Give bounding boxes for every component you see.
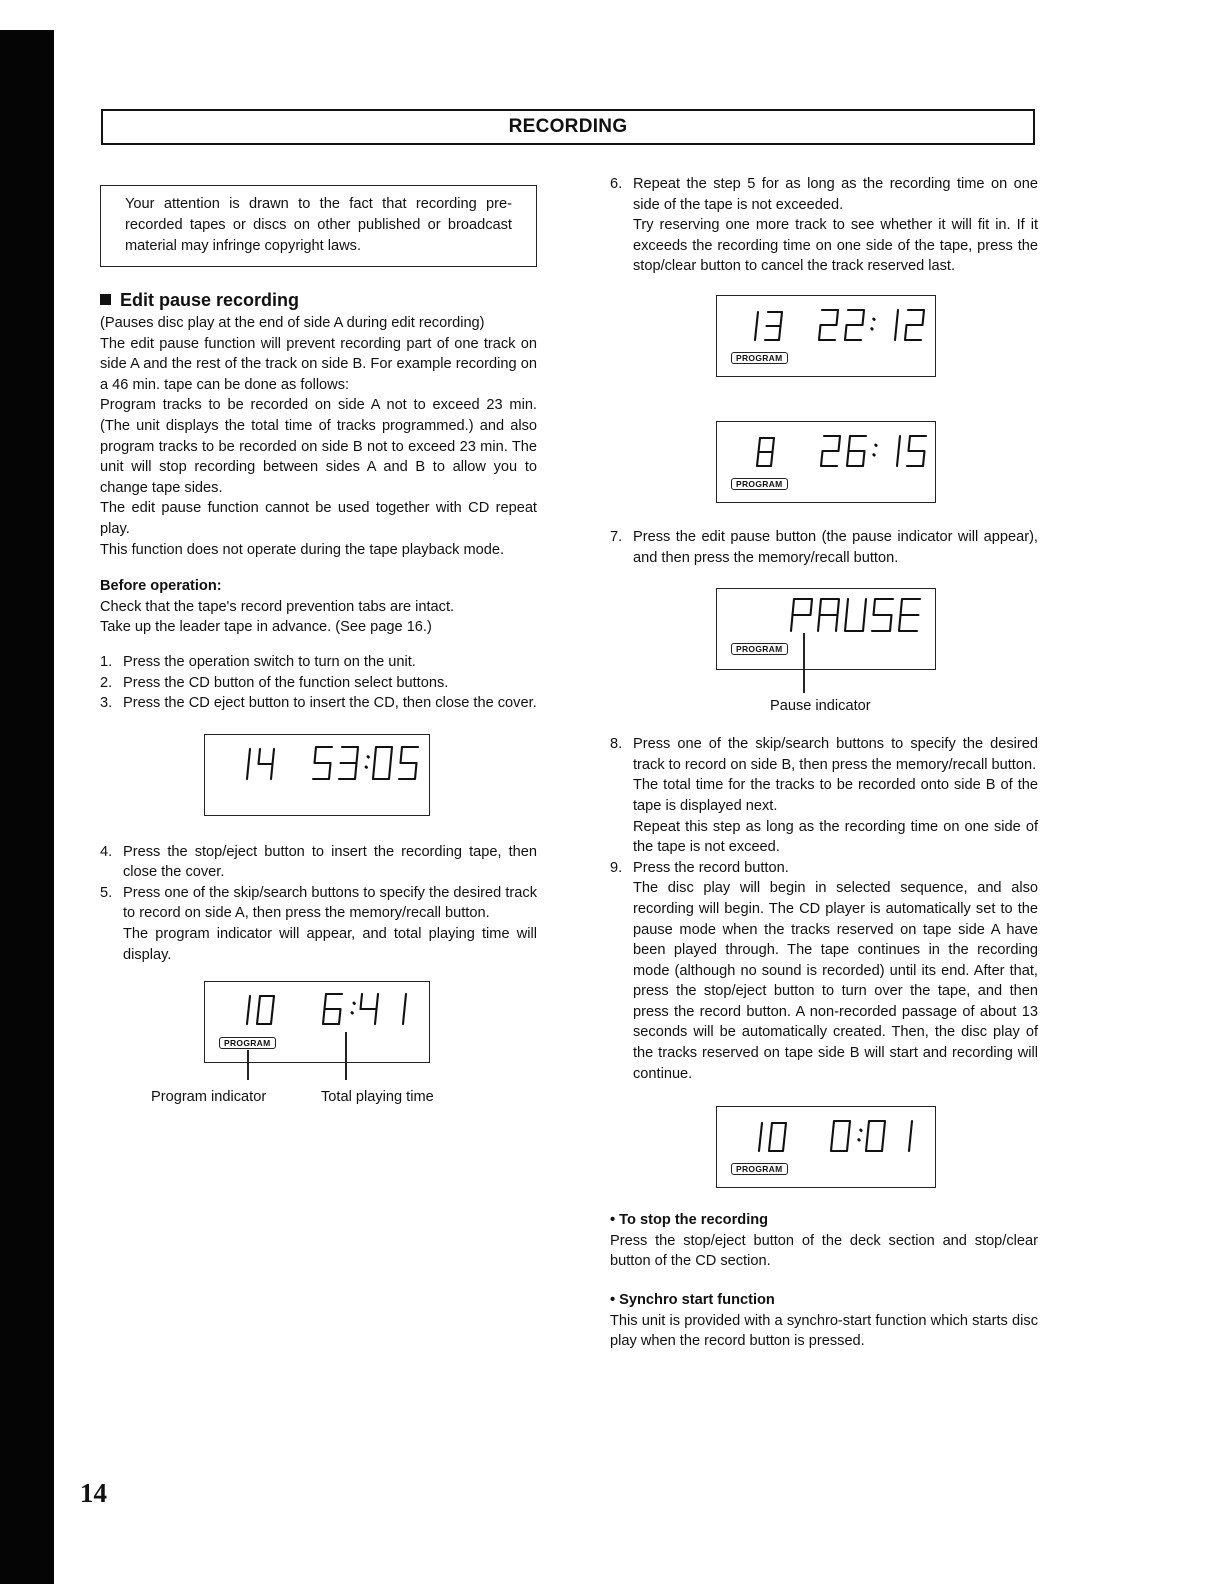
lcd-character bbox=[403, 994, 406, 1024]
step-item: 5. Press one of the skip/search buttons to specify the desired track to record on side A, then press the memory/recall button. The program indicator will appear, and total playing time will display. bbox=[100, 884, 537, 963]
steps-list bbox=[610, 174, 1038, 277]
step-item: 4. Press the stop/eject button to insert the recording tape, then close the cover. bbox=[100, 843, 537, 881]
before-operation-line: Check that the tape's record prevention tabs are intact. bbox=[100, 598, 455, 615]
lcd-character bbox=[819, 310, 838, 340]
program-indicator-badge: PROGRAM bbox=[731, 478, 788, 490]
before-operation-heading: Before operation: bbox=[100, 578, 222, 595]
edit-pause-paragraph: Program tracks to be recorded on side A not to exceed 23 min. (The unit displays the total time of tracks programmed.) and also program tracks to be recorded on side B not to exceed 23 min. The unit will stop recording between sides A and B to allow you to change tape sides. bbox=[100, 397, 537, 496]
left-column bbox=[100, 185, 537, 1111]
lcd-digits bbox=[717, 1107, 937, 1189]
lcd-colon bbox=[352, 1003, 354, 1013]
page-binding-edge bbox=[0, 30, 54, 1584]
pause-display-figure bbox=[610, 588, 1038, 718]
edit-pause-heading: Edit pause recording bbox=[100, 289, 537, 311]
lcd-character bbox=[339, 747, 358, 779]
lcd-colon bbox=[859, 1130, 861, 1140]
lcd-character bbox=[872, 599, 893, 631]
leader-line bbox=[345, 1032, 347, 1080]
steps-list bbox=[100, 842, 537, 966]
lcd-character bbox=[821, 436, 840, 466]
step-item: 2. Press the CD button of the function select buttons. bbox=[100, 674, 449, 691]
lcd-character bbox=[847, 436, 866, 466]
lcd-display-pause bbox=[716, 588, 936, 670]
program-indicator-badge: PROGRAM bbox=[219, 1037, 276, 1049]
lcd-colon bbox=[874, 445, 876, 455]
lcd-character bbox=[769, 1123, 786, 1151]
pause-indicator-caption: Pause indicator bbox=[770, 698, 871, 715]
lcd-character bbox=[759, 1123, 762, 1151]
lcd-colon bbox=[366, 756, 368, 767]
lcd-character bbox=[905, 310, 924, 340]
lcd-character bbox=[247, 749, 250, 779]
lcd-display-program bbox=[716, 421, 936, 503]
lcd-character bbox=[755, 312, 758, 340]
lcd-character bbox=[907, 436, 926, 466]
lcd-digits bbox=[205, 982, 431, 1064]
steps-list bbox=[610, 527, 1038, 568]
lcd-display-program bbox=[716, 295, 936, 377]
program-display-figure bbox=[100, 981, 537, 1111]
lcd-character bbox=[895, 310, 898, 340]
leader-line bbox=[247, 1050, 249, 1080]
program-indicator-badge: PROGRAM bbox=[731, 1163, 788, 1175]
lcd-character bbox=[897, 436, 900, 466]
lcd-character bbox=[313, 747, 332, 779]
stop-recording-text: Press the stop/eject button of the deck section and stop/clear button of the CD section. bbox=[610, 1232, 1038, 1270]
copyright-notice: Your attention is drawn to the fact that recording pre-recorded tapes or discs on other published or broadcast material may infringe copyright laws. bbox=[100, 185, 537, 267]
lcd-character bbox=[257, 996, 274, 1024]
lcd-character bbox=[866, 1121, 885, 1151]
program-indicator-badge: PROGRAM bbox=[731, 352, 788, 364]
edit-pause-paragraph: (Pauses disc play at the end of side A during edit recording) bbox=[100, 315, 485, 331]
right-column bbox=[610, 174, 1038, 1352]
stop-recording-heading: • To stop the recording bbox=[610, 1212, 769, 1229]
leader-line bbox=[803, 633, 805, 693]
steps-list bbox=[610, 734, 1038, 1084]
step-item: 9. Press the record button. The disc play will begin in selected sequence, and also recording will begin. The CD player is automatically set to the pause mode when the tracks reserved on tape side A have been played through. The tape continues in the recording mode (although no sound is recorded) until its end. After that, press the stop/eject button to turn over the tape, and then press the record button. A non-recorded passage of about 13 seconds will be automatically created. Then, the disc play of the tracks reserved on tape side B will start and recording will continue. bbox=[610, 859, 1038, 1082]
lcd-character bbox=[373, 747, 392, 779]
edit-pause-paragraph: The edit pause function cannot be used together with CD repeat play. bbox=[100, 500, 537, 537]
lcd-digits bbox=[717, 589, 937, 671]
step-item: 3. Press the CD eject button to insert the CD, then close the cover. bbox=[100, 695, 537, 712]
lcd-character bbox=[765, 312, 782, 340]
synchro-start-heading: • Synchro start function bbox=[610, 1292, 775, 1309]
lcd-digits bbox=[205, 735, 431, 817]
lcd-display-program bbox=[716, 1106, 936, 1188]
step-item: 7. Press the edit pause button (the pause indicator will appear), and then press the memory/recall button. bbox=[610, 528, 1038, 566]
program-indicator-caption: Program indicator bbox=[151, 1089, 267, 1106]
lcd-character bbox=[899, 599, 920, 631]
before-operation-line: Take up the leader tape in advance. (See page 16.) bbox=[100, 619, 432, 636]
step-item: 6. Repeat the step 5 for as long as the recording time on one side of the tape is not exceeded. Try reserving one more track to see whether it will fit in. If it exceeds the recording time on one side of the tape, press the stop/clear button to cancel the track reserved last. bbox=[610, 176, 1038, 275]
lcd-character bbox=[818, 599, 839, 631]
lcd-character bbox=[247, 996, 250, 1024]
program-indicator-badge: PROGRAM bbox=[731, 643, 788, 655]
lcd-character bbox=[259, 749, 275, 779]
lcd-digits bbox=[717, 422, 937, 504]
steps-list bbox=[100, 652, 537, 714]
synchro-start-text: This unit is provided with a synchro-start function which starts disc play when the record button is pressed. bbox=[610, 1312, 1038, 1350]
page-title: RECORDING bbox=[508, 116, 628, 137]
edit-pause-paragraph: This function does not operate during the tape playback mode. bbox=[100, 541, 505, 558]
lcd-character bbox=[399, 747, 418, 779]
page-number: 14 bbox=[80, 1478, 107, 1508]
lcd-digits bbox=[717, 296, 937, 378]
lcd-display-program bbox=[204, 981, 430, 1063]
lcd-character bbox=[909, 1121, 912, 1151]
step-item: 1. Press the operation switch to turn on the unit. bbox=[100, 653, 416, 670]
lcd-character bbox=[757, 438, 774, 466]
square-bullet-icon bbox=[100, 294, 111, 305]
total-playing-time-caption: Total playing time bbox=[321, 1089, 434, 1106]
lcd-character bbox=[791, 599, 812, 631]
lcd-display-track-time bbox=[204, 734, 430, 816]
step-item: 8. Press one of the skip/search buttons to specify the desired track to record on side B, then press the memory/recall button. The total time for the tracks to be recorded onto side B of the tape is displayed next. Repeat this step as long as the recording time on one side of the tape is not exceed. bbox=[610, 736, 1038, 856]
lcd-character bbox=[845, 599, 866, 631]
lcd-character bbox=[323, 994, 342, 1024]
lcd-character bbox=[831, 1121, 850, 1151]
lcd-character bbox=[845, 310, 864, 340]
edit-pause-paragraph: The edit pause function will prevent recording part of one track on side A and the rest of the track on side B. For example recording on a 46 min. tape can be done as follows: bbox=[100, 335, 537, 393]
lcd-character bbox=[361, 994, 379, 1024]
section-banner bbox=[101, 109, 1035, 145]
lcd-colon bbox=[872, 319, 874, 329]
